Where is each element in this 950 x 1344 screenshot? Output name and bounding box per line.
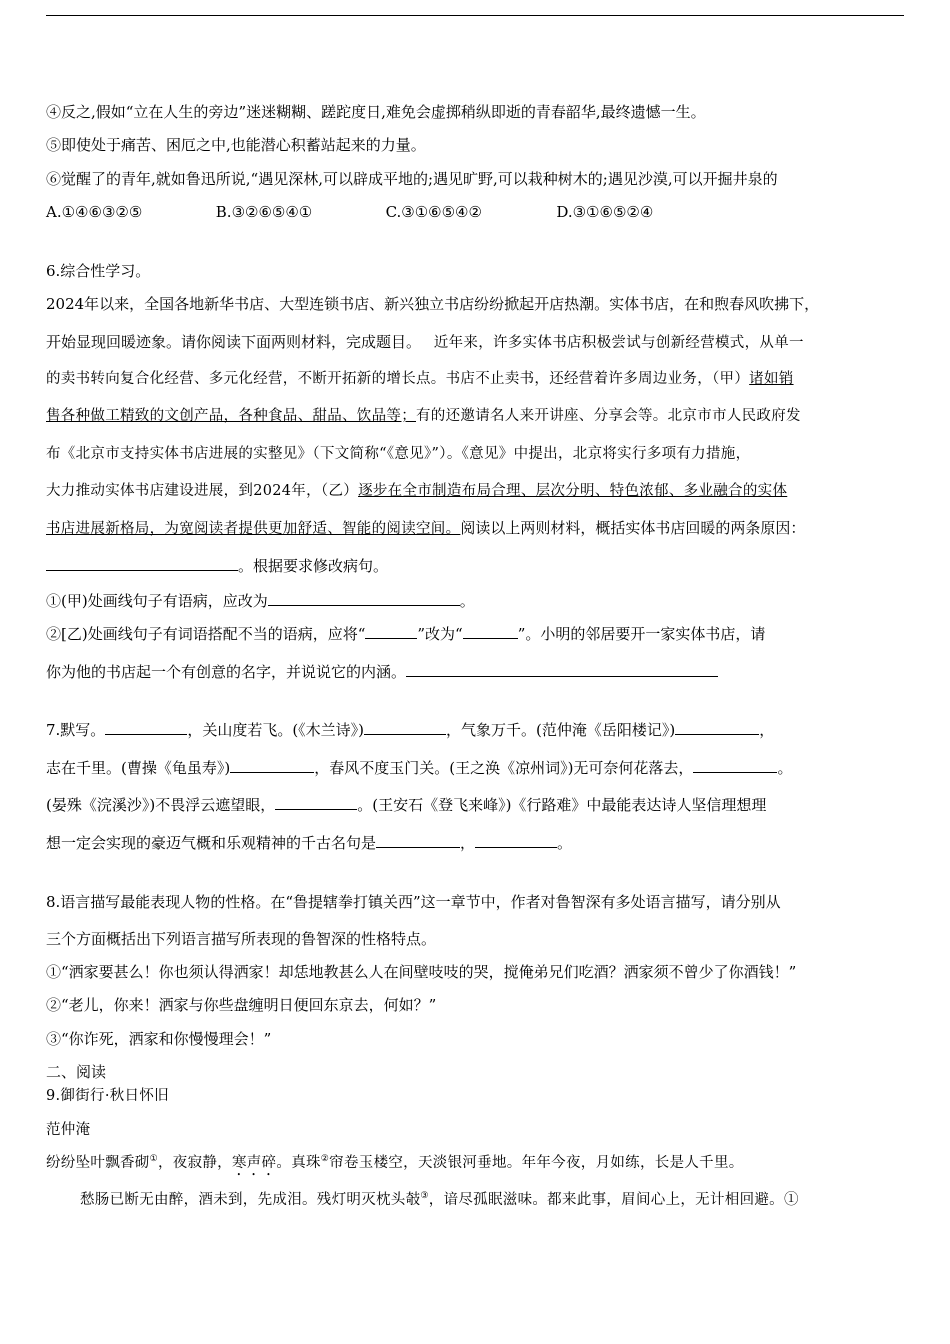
q6-subquestion-3: 你为他的书店起一个有创意的名字，并说说它的内涵。 [46,662,718,682]
footnote-marker: ③ [420,1191,429,1201]
answer-blank[interactable] [230,758,314,773]
underlined-sentence-jia: 诸如销 [749,371,794,387]
poem-line-2: 愁肠已断无由醉，酒未到，先成泪。残灯明灭枕头攲③，谙尽孤眠滋味。都来此事，眉间心上，无计相回避。① [80,1191,799,1208]
answer-blank[interactable] [46,556,238,571]
answer-blank[interactable] [376,833,460,848]
q6-paragraph-line: 售各种做工精致的文创产品，各种食品、甜品、饮品等；有的还邀请名人来开讲座、分享会等。北京市市人民政府发 [46,408,801,424]
q9-title: 9.御街行·秋日怀旧 [46,1088,169,1104]
emphasis-dots: 寒声碎 [231,1155,277,1171]
answer-blank[interactable] [105,720,187,735]
answer-blank[interactable] [693,758,777,773]
q7-line: 志在千里。(曹操《龟虽寿》) ，春风不度玉门关。(王之涣《凉州词》)无可奈何花落去， 。 [46,759,793,777]
q5-option-a: A.①④⑥③②⑤ [46,203,143,221]
q6-paragraph-line: 2024年以来，全国各地新华书店、大型连锁书店、新兴独立书店纷纷掀起开店热潮。实体书店，在和煦春风吹拂下， [46,295,820,313]
q8-quote-2: ②“老儿，你来！洒家与你些盘缠明日便回东京去，何如？” [46,996,437,1014]
q8-line: 三个方面概括出下列语言描写所表现的鲁智深的性格特点。 [46,930,437,948]
q6-paragraph-line: 布《北京市支持实体书店进展的实整见》（下文简称“《意见》”）。《意见》中提出，北京将实行多项有力措施， [46,446,751,462]
q6-paragraph-line: 大力推动实体书店建设进展，到2024年，（乙）逐步在全市制造布局合理、层次分明、特色浓郁、多业融合的实体 [46,483,788,499]
q6-title: 6.综合性学习。 [46,262,151,280]
q8-quote-3: ③“你诈死，洒家和你慢慢理会！” [46,1030,272,1048]
underlined-sentence-yi: 逐步在全市制造布局合理、层次分明、特色浓郁、多业融合的实体 [358,483,788,499]
q7-line: 7.默写。 ，关山度若飞。(《木兰诗》) ，气象万千。(范仲淹《岳阳楼记》) ， [46,721,775,739]
q7-line: (晏殊《浣溪沙》)不畏浮云遮望眼， 。(王安石《登飞来峰》)《行路难》中最能表达诗人坚信理想理 [46,796,767,814]
q8-quote-1: ①“洒家要甚么！你也须认得洒家！却恁地教甚么人在间壁吱吱的哭，搅俺弟兄们吃酒？洒家须不曾少了你酒钱！” [46,963,797,981]
answer-blank[interactable] [675,720,759,735]
answer-blank[interactable] [475,833,557,848]
answer-blank[interactable] [364,720,446,735]
footnote-marker: ② [320,1154,330,1164]
answer-blank[interactable] [406,662,718,677]
q6-paragraph-line: 的卖书转向复合化经营、多元化经营，不断开拓新的增长点。书店不止卖书，还经营着许多周边业务，（甲）诸如销 [46,371,794,387]
q5-options [46,202,653,222]
q8-line: 8.语言描写最能表现人物的性格。在“鲁提辖拳打镇关西”这一章节中，作者对鲁智深有多处语言描写，请分别从 [46,893,781,911]
footnote-marker: ① [149,1154,158,1164]
poem-author: 范仲淹 [46,1122,91,1138]
answer-blank[interactable] [268,591,460,606]
answer-blank[interactable] [275,795,357,810]
q7-line: 想一定会实现的豪迈气概和乐观精神的千古名句是 ， 。 [46,834,573,852]
underlined-sentence-jia: 售各种做工精致的文创产品，各种食品、甜品、饮品等； [46,408,416,424]
q5-option-b: B.③②⑥⑤④① [215,203,313,221]
q5-item-5: ⑤即使处于痛苦、困厄之中,也能潜心积蓄站起来的力量。 [46,136,426,154]
q5-item-6: ⑥觉醒了的青年,就如鲁迅所说,“遇见深林,可以辟成平地的;遇见旷野,可以栽种树木的;遇见沙漠,可以开掘井泉的 [46,170,778,188]
q5-item-4: ④反之,假如“立在人生的旁边”迷迷糊糊、蹉跎度日,难免会虚掷稍纵即逝的青春韶华,最终遗憾一生。 [46,103,706,121]
section-heading: 二、阅读 [46,1063,107,1081]
header-rule [46,15,904,16]
answer-blank[interactable] [365,624,417,639]
poem-line-1: 纷纷坠叶飘香砌①，夜寂静，寒声碎。真珠②帘卷玉楼空，天淡银河垂地。年年今夜，月如练，长是人千里。 [46,1154,744,1171]
q5-option-c: C.③①⑥⑤④② [385,203,482,221]
q6-paragraph-line: 。根据要求修改病句。 [46,556,388,576]
underlined-sentence-yi: 书店进展新格局，为宽阅读者提供更加舒适、智能的阅读空间。 [46,521,461,537]
answer-blank[interactable] [463,624,518,639]
q6-paragraph-line: 开始显现回暖迹象。请你阅读下面两则材料，完成题目。 近年来，许多实体书店积极尝试与创新经营模式，从单一 [46,333,804,351]
q6-paragraph-line: 书店进展新格局，为宽阅读者提供更加舒适、智能的阅读空间。阅读以上两则材料，概括实体书店回暖的两条原因： [46,519,806,537]
q6-subquestion-1: ①(甲)处画线句子有语病，应改为 。 [46,592,475,610]
q6-subquestion-2: ②[乙)处画线句子有词语搭配不当的语病，应将“ ”改为“ ”。小明的邻居要开一家实体书店，请 [46,625,766,643]
q5-option-d: D.③①⑥⑤②④ [556,203,654,221]
